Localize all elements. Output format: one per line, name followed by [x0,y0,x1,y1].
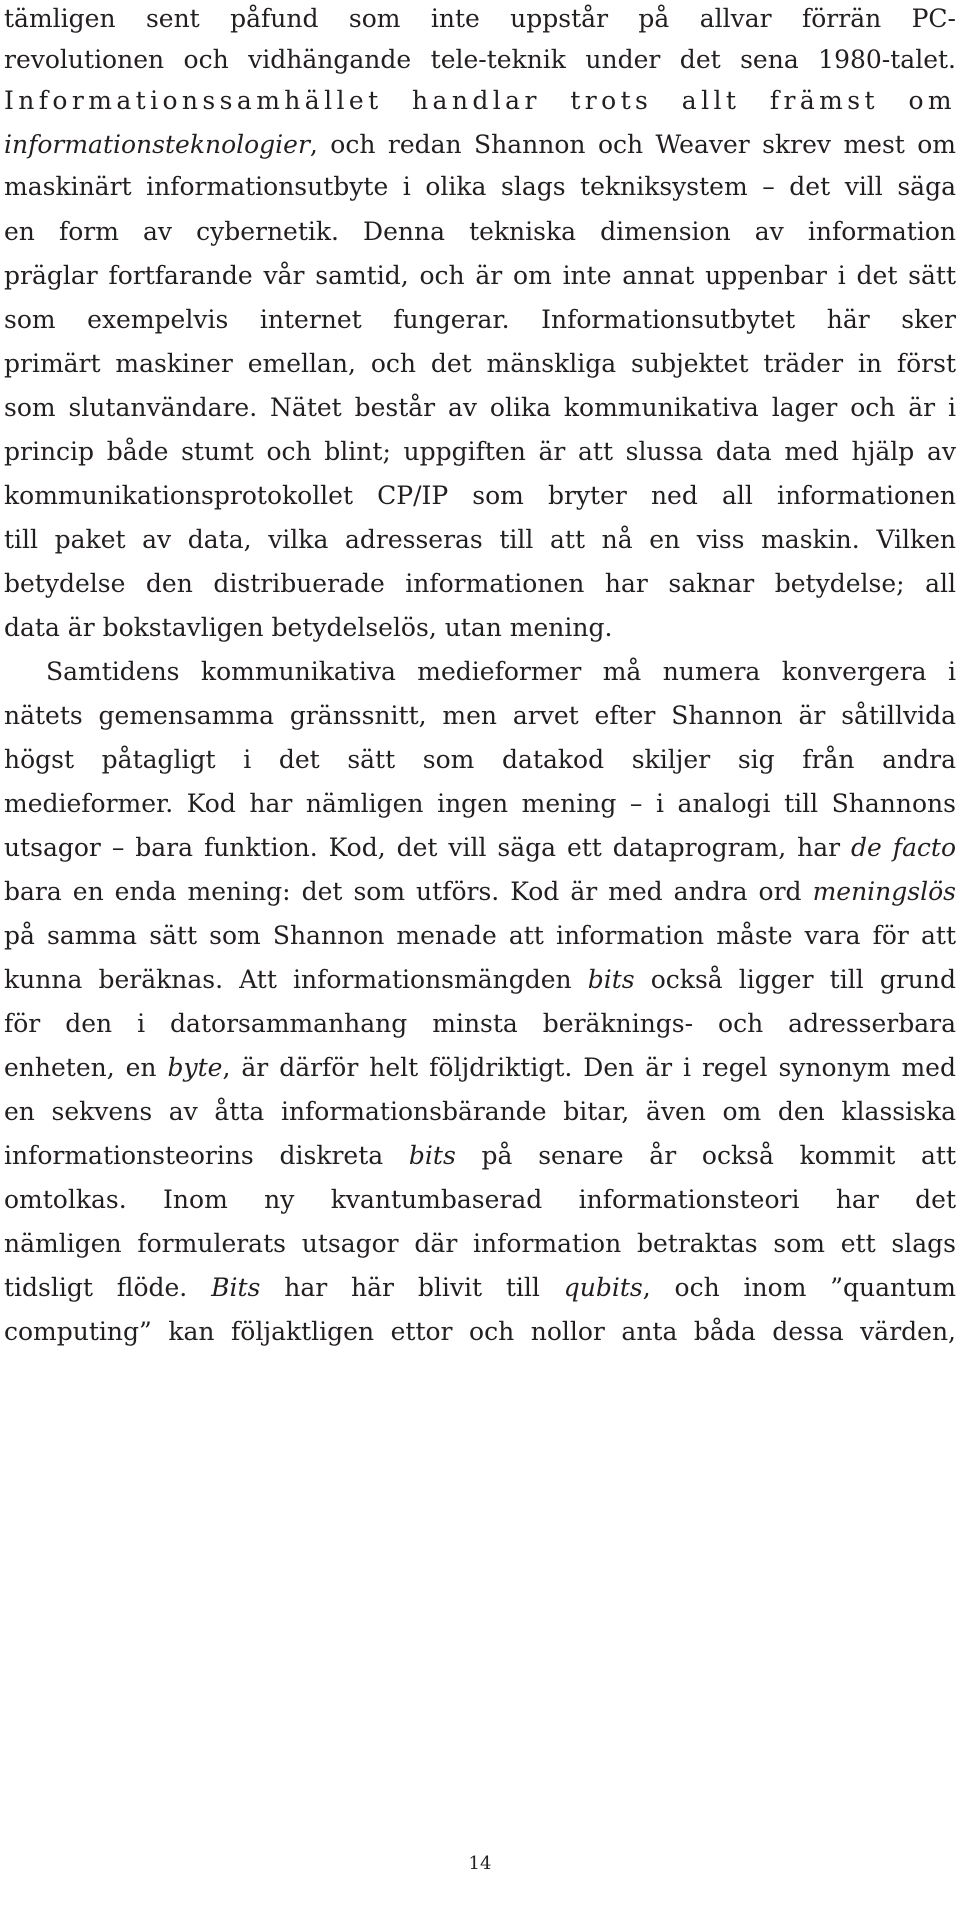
page-body [4,0,956,1852]
text-line-27: informationsteorins diskreta bits på senare år också kommit att [4,1141,956,1170]
text-line-28: omtolkas. Inom ny kvantumbaserad informationsteori har det [4,1185,956,1214]
text-line-11: princip både stumt och blint; uppgiften är att slussa data med hjälp av [4,437,956,466]
text-line-22: på samma sätt som Shannon menade att information måste vara för att [4,921,956,950]
text-line-25: enheten, en byte, är därför helt följdriktigt. Den är i regel synonym med [4,1053,956,1082]
text-line-26: en sekvens av åtta informationsbärande bitar, även om den klassiska [4,1097,956,1126]
text-line-31: computing” kan följaktligen ettor och nollor anta båda dessa värden, [4,1317,956,1346]
text-line-12: kommunikationsprotokollet CP/IP som bryter ned all informationen [4,481,956,510]
text-line-09: primärt maskiner emellan, och det mänskliga subjektet träder in först [4,349,956,378]
text-line-20: utsagor – bara funktion. Kod, det vill säga ett dataprogram, har de facto [4,833,956,862]
text-line-03: Informationssamhället handlar trots allt främst om [4,86,956,115]
text-line-08: som exempelvis internet fungerar. Informationsutbytet här sker [4,305,956,334]
text-line-29: nämligen formulerats utsagor där information betraktas som ett slags [4,1229,956,1258]
italic-term: byte [167,1053,223,1082]
text-line-21: bara en enda mening: det som utförs. Kod är med andra ord meningslös [4,877,956,906]
text-line-30: tidsligt flöde. Bits har här blivit till qubits, och inom ”quantum [4,1273,956,1302]
italic-term: qubits [563,1273,643,1302]
text-line-01: tämligen sent påfund som inte uppstår på allvar förrän PC- [4,4,956,33]
text-line-13: till paket av data, vilka adresseras till att nå en viss maskin. Vilken [4,525,956,554]
italic-term: Bits [211,1273,261,1302]
italic-term: meningslös [812,877,956,906]
page-number: 14 [468,1853,492,1874]
italic-term: informationsteknologier [4,130,310,159]
text-line-10: som slutanvändare. Nätet består av olika kommunikativa lager och är i [4,393,956,422]
text-line-07: präglar fortfarande vår samtid, och är om inte annat uppenbar i det sätt [4,261,956,290]
text-line-23: kunna beräknas. Att informationsmängden bits också ligger till grund [4,965,956,994]
text-line-19: medieformer. Kod har nämligen ingen mening – i analogi till Shannons [4,789,956,818]
text-line-16: Samtidens kommunikativa medieformer må numera konvergera i [46,657,956,686]
italic-term: bits [587,965,635,994]
text-line-06: en form av cybernetik. Denna tekniska dimension av information [4,217,956,246]
text-line-05: maskinärt informationsutbyte i olika slags tekniksystem – det vill säga [4,172,956,201]
text-line-04: informationsteknologier, och redan Shannon och Weaver skrev mest om [4,130,956,159]
italic-term: bits [408,1141,456,1170]
text-line-15: data är bokstavligen betydelselös, utan mening. [4,613,613,642]
italic-term: de facto [851,833,956,862]
text-line-24: för den i datorsammanhang minsta beräknings- och adresserbara [4,1009,956,1038]
text-line-02: revolutionen och vidhängande tele-teknik under det sena 1980-talet. [4,45,956,74]
text-line-18: högst påtagligt i det sätt som datakod skiljer sig från andra [4,745,956,774]
text-line-17: nätets gemensamma gränssnitt, men arvet efter Shannon är såtillvida [4,701,956,730]
text-line-14: betydelse den distribuerade informationen har saknar betydelse; all [4,569,956,598]
